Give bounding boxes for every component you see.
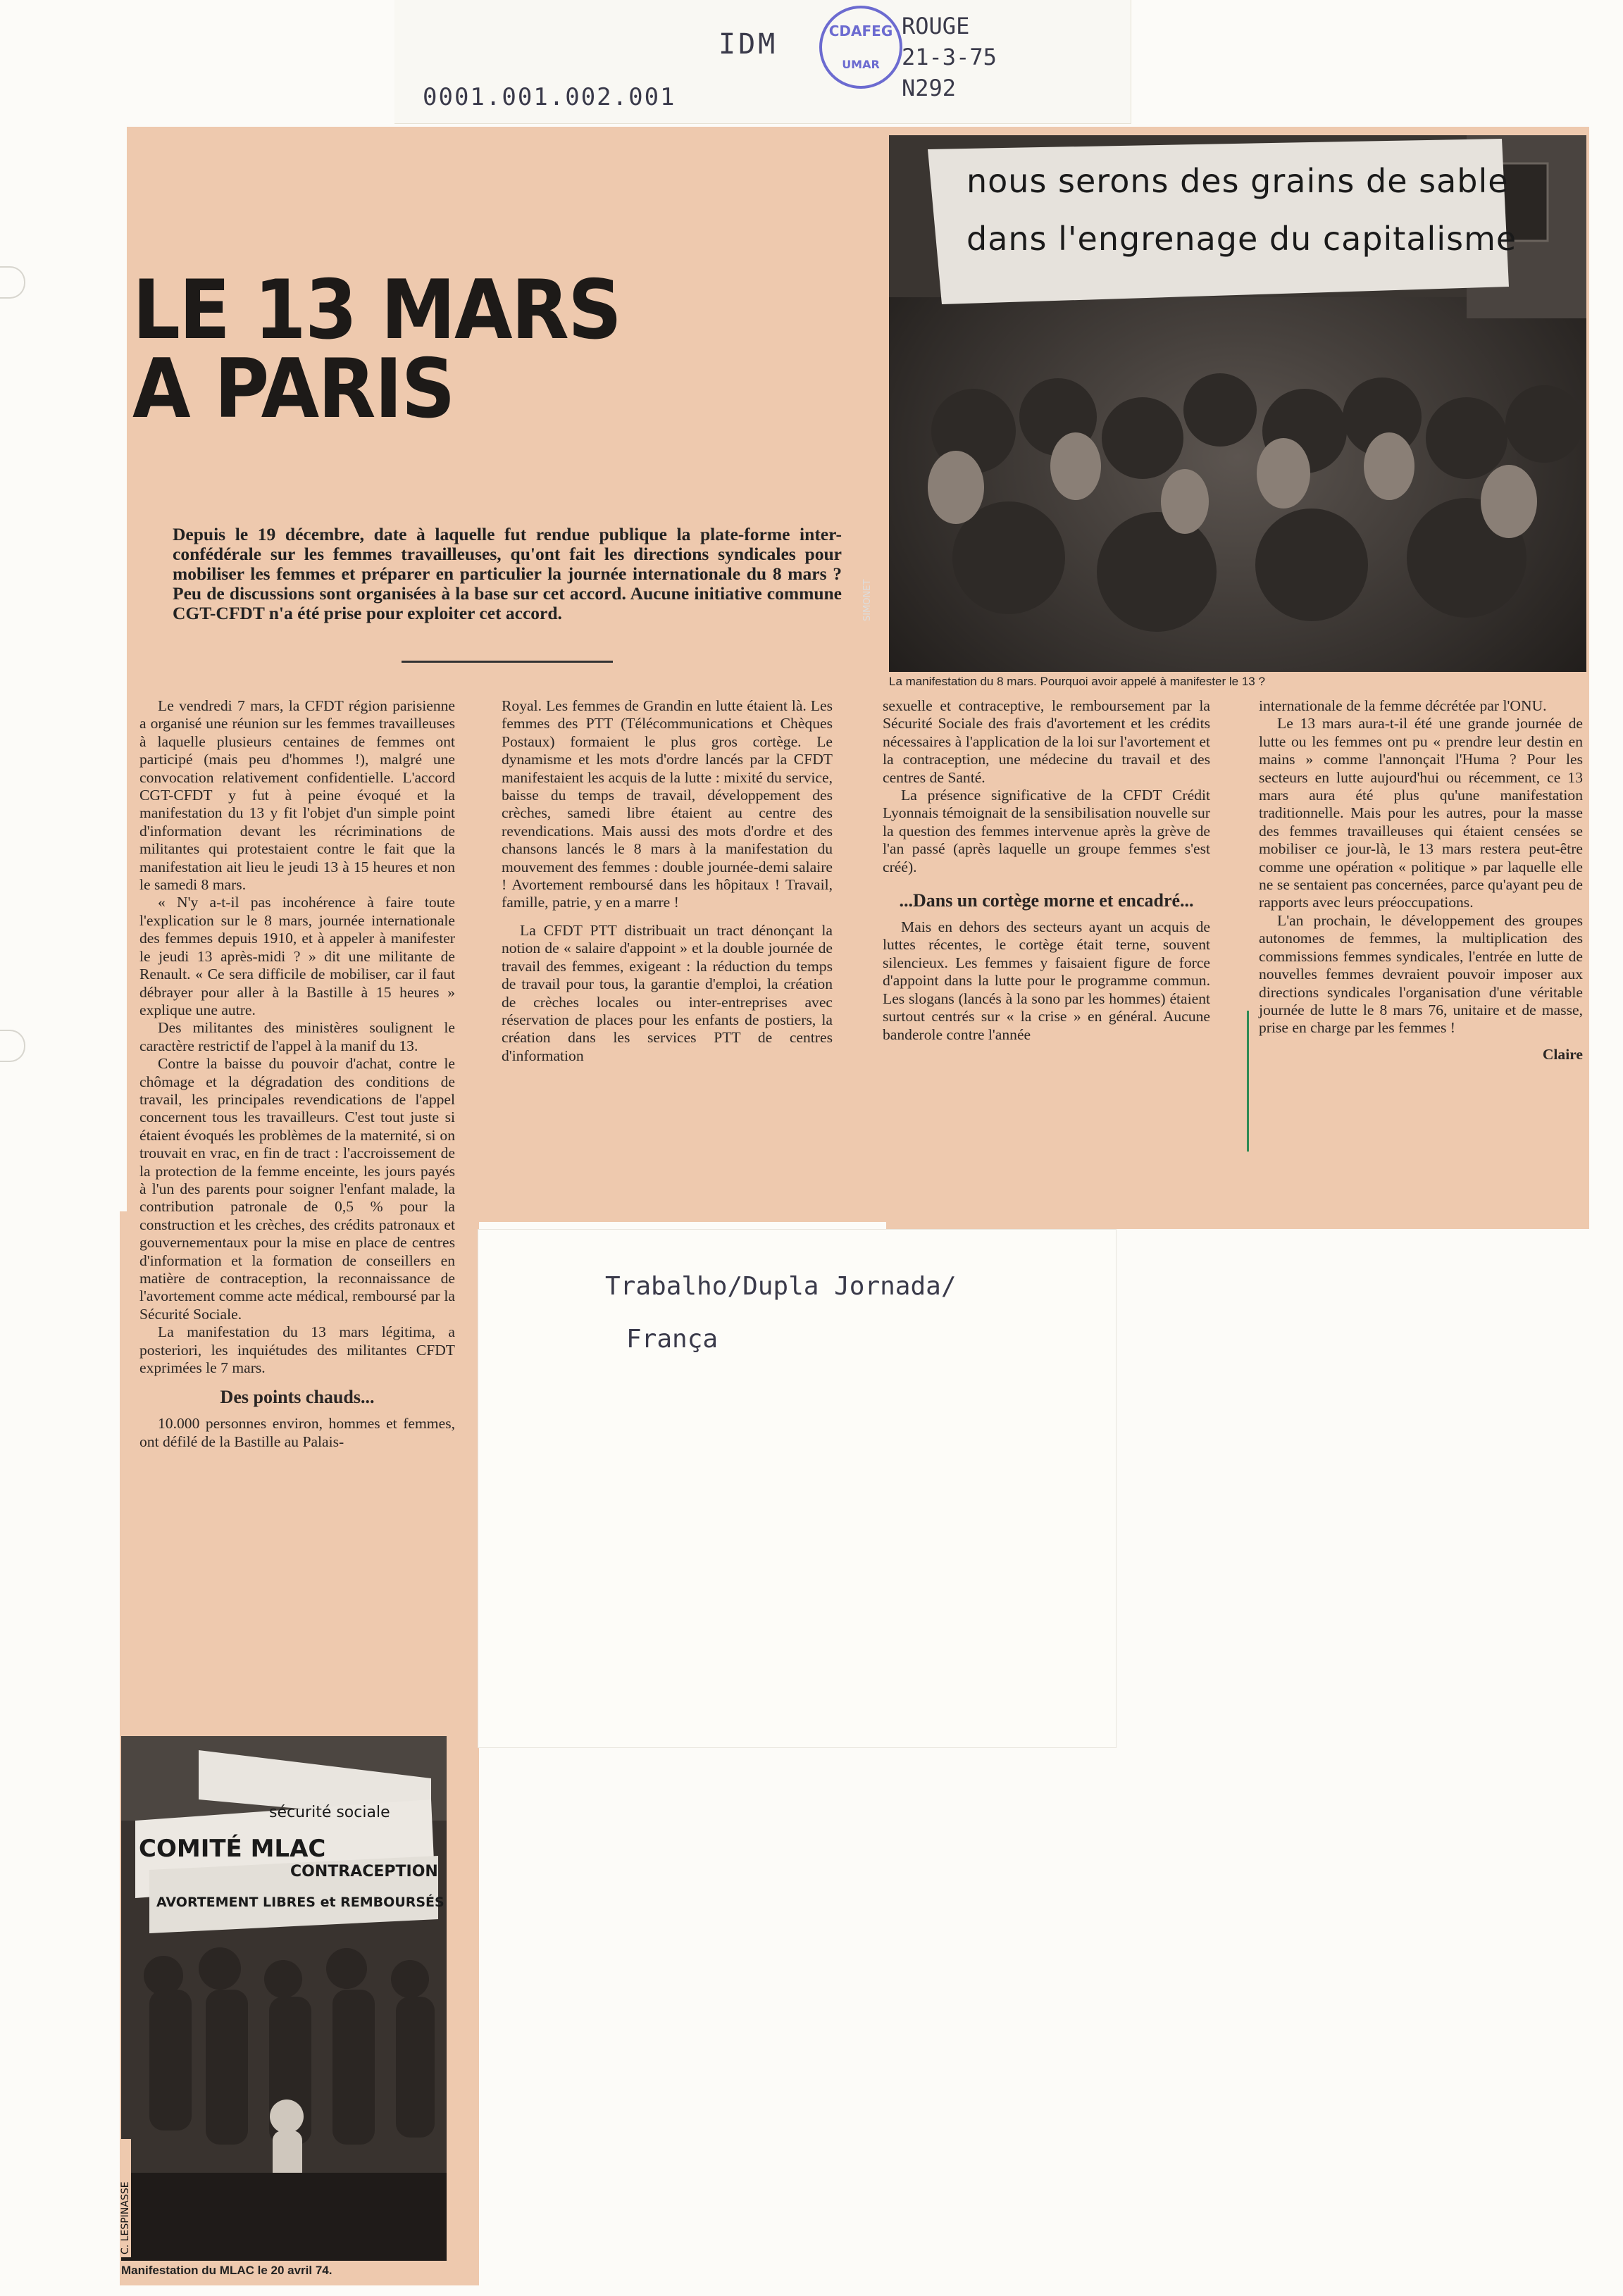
paragraph: La CFDT PTT distribuait un tract dénonçant la notion de « salaire d'appoint » et la double journée de travail des femmes, exigeant : la réduction du temps de travail pour tous, la garantie d'emploi, la création de crèches locales ou inter-entreprises avec réservation de places pour les enfants de postiers, la création dans les services PTT de centres d'information [502,921,833,1064]
archive-header-sheet [394,0,1131,124]
photo-mlac-demonstration [121,1736,447,2261]
note-line-2: França [626,1325,719,1354]
article-column-4 [1259,697,1583,1063]
paragraph: « N'y a-t-il pas incohérence à faire toute l'explication sur le 8 mars, journée internationale des femmes depuis 1910, et à appeler à manifester le jeudi 13 après-midi ? » dit une militante de Renault. « Ce sera difficile de mobiliser, car il faut débrayer pour aller à la Bastille à 15 heures » explique une autre. [139,894,455,1018]
article-lead: Depuis le 19 décembre, date à laquelle fut rendue publique la plate-forme inter-confédérale sur les femmes travailleuses, qu'ont fait les directions syndicales pour mobiliser les femmes et préparer en particulier la journée internationale du 8 mars ? Peu de discussions sont organisées à la base sur cet accord. Aucune initiative commune CGT-CFDT n'a été prise pour exploiter cet accord. [173,524,842,623]
binder-hole [0,266,25,299]
paragraph: Le vendredi 7 mars, la CFDT région parisienne a organisé une réunion sur les femmes travailleuses à laquelle plusieurs centaines de femmes ont participé (mais peu d'hommes !), malgré une convocation relativement confidentielle. L'accord CGT-CFDT y fut à peine évoqué et la manifestation du 13 y fit l'objet d'un simple point d'information devant les récriminations de militantes qui protestaient contre le fait que la manifestation ait lieu le jeudi 13 à 15 heures et non le samedi 8 mars. [139,697,455,894]
note-sheet [478,1229,1117,1748]
paragraph: Le 13 mars aura-t-il été une grande journée de lutte ou les femmes ont pu « prendre leur destin en mains » comme l'annonçait l'Huma ? Pour les secteurs en lutte aujourd'hui ou récemment, ce 13 mars aura été plus qu'une manifestation traditionnelle. Mais pour les autres, pour la masse des femmes travailleuses qui étaient censées se mobiliser ce jour-là, le 13 mars restera peut-être comme une opération « politique » par laquelle elle ne se sentaient pas concernées, parce qu'ayant peu de rapports avec leurs préoccupations. [1259,715,1583,911]
subheading: Des points chauds... [220,1387,375,1408]
banner2-line2: sécurité sociale [269,1804,390,1821]
binder-hole [0,1030,25,1062]
margin-mark [1247,1011,1253,1152]
date-label: 21-3-75 [902,44,997,70]
article-signature: Claire [1542,1045,1583,1063]
paragraph: 10.000 personnes environ, hommes et femmes, ont défilé de la Bastille au Palais- [139,1415,455,1450]
banner2-line1: COMITÉ MLAC [139,1835,326,1863]
source-label: ROUGE [902,13,970,39]
photo-march8-demonstration [862,135,1586,672]
divider-rule [402,661,613,663]
paragraph: Royal. Les femmes de Grandin en lutte étaient là. Les femmes des PTT (Télécommunications et Chèques Postaux) formaient le plus gros cortège. Le dynamisme et les mots d'ordre lancés par la CFDT manifestaient les acquis de la lutte : mixité du service, baisse du temps de travail, développement des crèches, samedi libre étaient au centre des revendications. Mais aussi des mots d'ordre et des chansons lancés le 8 mars à la manifestation du mouvement des femmes : double journée-demi salaire ! Avortement remboursé dans les hôpitaux ! Travail, famille, patrie, y en a marre ! [502,697,833,911]
photo-credit: SIMONET [862,579,873,621]
banner-text-line2: dans l'engrenage du capitalisme [966,220,1517,258]
idm-label: IDM [719,28,778,61]
banner-text-line1: nous serons des grains de sable [966,162,1509,200]
article-column-3 [883,697,1210,1044]
paragraph: Des militantes des ministères soulignent le caractère restrictif de l'appel à la manif du 13. [139,1019,455,1054]
note-line-1: Trabalho/Dupla Jornada/ [605,1272,957,1301]
paragraph: internationale de la femme décrétée par l'ONU. [1259,697,1547,714]
article-column-2 [502,697,833,1065]
paragraph: Contre la baisse du pouvoir d'achat, contre le chômage et la dégradation des conditions de travail, les principales revendications de l'appel concernent tous les travailleurs. C'est tout juste si étaient évoqués les problèmes de la maternité, si on trouvait en vrac, en fin de tract : l'accroissement de la protection de la femme enceinte, les jours payés à l'un des parents pour soigner l'enfant malade, la contribution patronale de 0,5 % pour la construction et les crèches, des crédits patronaux et gouvernementaux pour la mise en place de centres d'information et la formation de conseillers en matière de contraception, la reconnaissance de l'avortement comme acte médical, remboursé par la Sécurité Sociale. [139,1055,455,1323]
subheading: ...Dans un cortège morne et encadré... [899,890,1194,911]
paragraph: Mais en dehors des secteurs ayant un acquis de luttes récentes, le cortège était terne, souvent silencieux. Les femmes y faisaient figure de force d'appoint dans la lutte pour le programme commun. Les slogans (lancés à la sono par les hommes) étaient surtout centrés sur « la crise » en général. Aucune banderole contre l'année [883,918,1210,1043]
paragraph: sexuelle et contraceptive, le remboursement par la Sécurité Sociale des frais d'avortement et les crédits nécessaires à l'application de la loi sur l'avortement et la contraception, une médecine du travail et des centres de Santé. [883,697,1210,786]
paragraph: La présence significative de la CFDT Crédit Lyonnais témoignait de la sensibilisation nouvelle sur la question des femmes intervenue après la grève de l'an passé (après laquelle un groupe femmes s'est créé). [883,787,1210,875]
banner2-line3: CONTRACEPTION [290,1863,438,1880]
photo-caption: La manifestation du 8 mars. Pourquoi avoir appelé à manifester le 13 ? [889,675,1265,688]
archive-reference: 0001.001.002.001 [423,83,676,111]
paragraph: La manifestation du 13 mars légitima, a posteriori, les inquiétudes des militantes CFDT exprimées le 7 mars. [139,1323,455,1377]
photo-caption-2: Manifestation du MLAC le 20 avril 74. [121,2264,332,2277]
article-title: LE 13 MARS A PARIS [132,263,621,437]
issue-label: N292 [902,75,957,101]
archive-stamp: CDAFEG UMAR [819,6,902,89]
paragraph: L'an prochain, le développement des groupes autonomes de femmes, la multiplication des commissions femmes syndicales, l'entrée en lutte de nouvelles femmes devraient pouvoir imposer aux directions syndicales l'organisation d'une véritable journée de lutte le 8 mars 76, unitaire et de masse, prise en charge par les femmes ! [1259,911,1583,1037]
banner2-line4: AVORTEMENT LIBRES et REMBOURSÉS [156,1895,444,1910]
photo-credit-2: C. LESPINASSE [120,2139,131,2257]
article-column-1 [139,697,455,1451]
